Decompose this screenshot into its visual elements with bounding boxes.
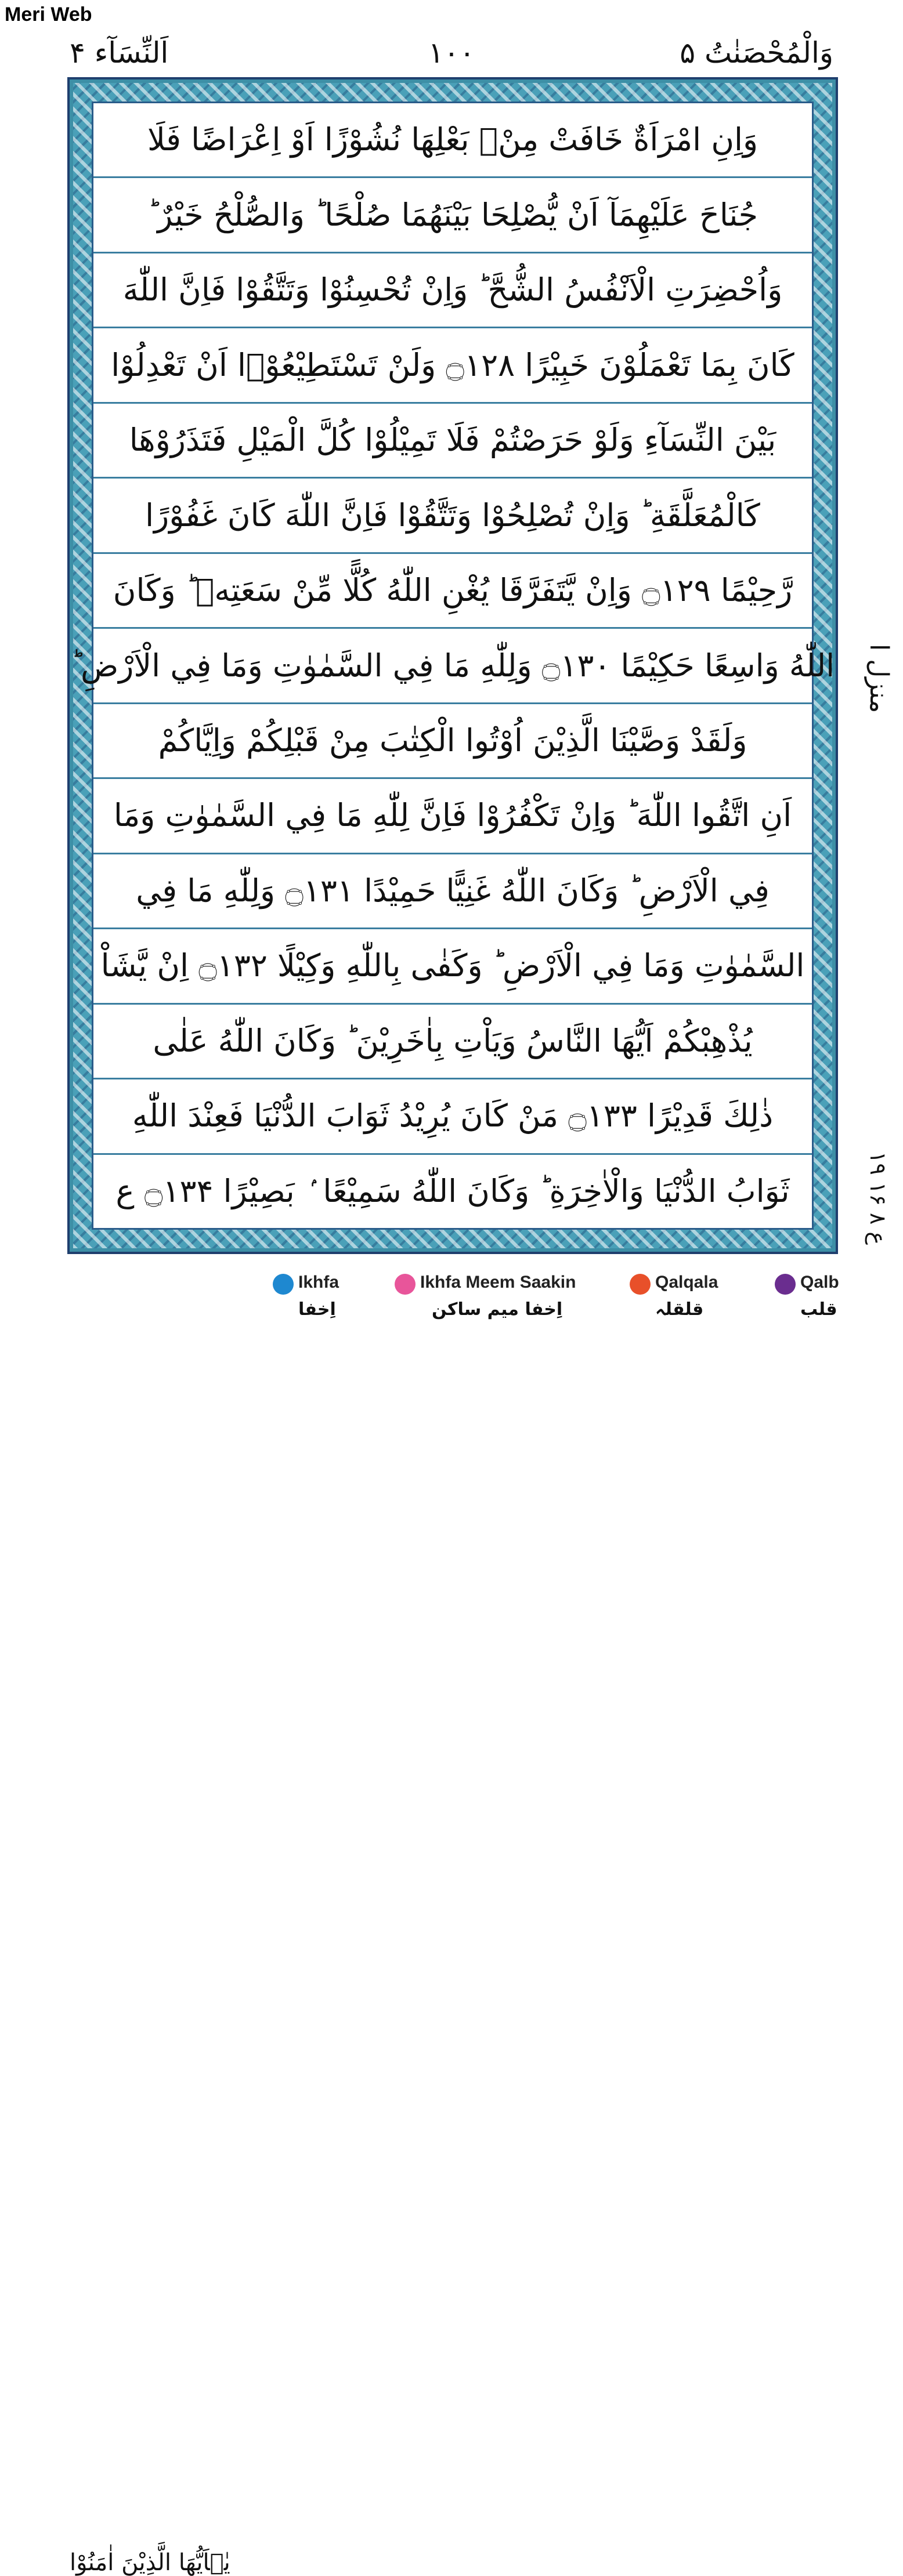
- text-area: [70, 102, 835, 1230]
- legend-item-qalqala: [630, 1270, 740, 1328]
- text-line: ذٰلِكَ قَدِيْرًا ۝۱۳۳ مَنْ كَانَ يُرِيْدُ ثَوَابَ الدُّنْيَا فَعِنْدَ اللّٰهِ: [93, 1079, 812, 1154]
- text-line: اللّٰهُ وَاسِعًا حَكِيْمًا ۝۱۳۰ وَلِلّٰهِ مَا فِي السَّمٰوٰتِ وَمَا فِي الْاَرْضِ ؕ: [93, 629, 812, 704]
- manzil-marker: منزل ا: [864, 644, 894, 713]
- legend-item-qalb: [775, 1270, 862, 1328]
- legend-label-en: Ikhfa Meem Saakin: [420, 1273, 576, 1292]
- legend-label-en: Qalqala: [655, 1273, 718, 1292]
- page-number: ۱۰۰: [428, 36, 475, 70]
- legend-label-ur: قلب: [800, 1299, 837, 1320]
- surah-name: اَلنِّسَآء ۴: [70, 36, 169, 70]
- text-line: كَالْمُعَلَّقَةِ ؕ وَاِنْ تُصْلِحُوْا وَتَتَّقُوْا فَاِنَّ اللّٰهَ كَانَ غَفُوْرًا: [93, 479, 812, 553]
- page-frame: [67, 77, 838, 1254]
- text-line: كَانَ بِمَا تَعْمَلُوْنَ خَبِيْرًا ۝۱۲۸ وَلَنْ تَسْتَطِيْعُوْۤا اَنْ تَعْدِلُوْا: [93, 328, 812, 403]
- text-line: رَّحِيْمًا ۝۱۲۹ وَاِنْ يَّتَفَرَّقَا يُغْنِ اللّٰهُ كُلًّا مِّنْ سَعَتِهٖ ؕ وَكَانَ: [93, 554, 812, 629]
- ruku-marker: ۱۹ ع ۸ ۱۶: [865, 1151, 891, 1245]
- legend-label-ur: اِخفا میم ساکن: [432, 1299, 563, 1320]
- legend-item-ikhfa: [273, 1270, 389, 1328]
- legend-item-ikhfa-meem-saakin: [395, 1270, 580, 1328]
- text-line: بَيْنَ النِّسَآءِ وَلَوْ حَرَصْتُمْ فَلَا تَمِيْلُوْا كُلَّ الْمَيْلِ فَتَذَرُوْهَا: [93, 404, 812, 479]
- juz-name: وَالْمُحْصَنٰتُ ۵: [680, 36, 833, 70]
- text-line: السَّمٰوٰتِ وَمَا فِي الْاَرْضِ ؕ وَكَفٰى بِاللّٰهِ وَكِيْلًا ۝۱۳۲ اِنْ يَّشَاْ: [93, 929, 812, 1004]
- catchword: يٰۤاَيُّهَا الَّذِيْنَ اٰمَنُوْا: [70, 2549, 230, 2576]
- text-line: وَاِنِ امْرَاَةٌ خَافَتْ مِنْۢ بَعْلِهَا نُشُوْزًا اَوْ اِعْرَاضًا فَلَا: [93, 103, 812, 178]
- text-line: يُذْهِبْكُمْ اَيُّهَا النَّاسُ وَيَاْتِ بِاٰخَرِيْنَ ؕ وَكَانَ اللّٰهُ عَلٰى: [93, 1005, 812, 1079]
- qalb-dot-icon: [775, 1274, 796, 1295]
- ikhfa-meem-saakin-dot-icon: [395, 1274, 416, 1295]
- legend-label-ur: اِخفا: [298, 1299, 336, 1320]
- text-line: وَلَقَدْ وَصَّيْنَا الَّذِيْنَ اُوْتُوا الْكِتٰبَ مِنْ قَبْلِكُمْ وَاِيَّاكُمْ: [93, 704, 812, 779]
- text-line: فِي الْاَرْضِ ؕ وَكَانَ اللّٰهُ غَنِيًّا حَمِيْدًا ۝۱۳۱ وَلِلّٰهِ مَا فِي: [93, 854, 812, 929]
- legend-label-en: Qalb: [800, 1273, 839, 1292]
- text-line: جُنَاحَ عَلَيْهِمَآ اَنْ يُّصْلِحَا بَيْنَهُمَا صُلْحًا ؕ وَالصُّلْحُ خَيْرٌ ؕ: [93, 178, 812, 253]
- text-line: اَنِ اتَّقُوا اللّٰهَ ؕ وَاِنْ تَكْفُرُوْا فَاِنَّ لِلّٰهِ مَا فِي السَّمٰوٰتِ وَمَا: [93, 779, 812, 854]
- tajweed-legend: [0, 1270, 903, 2576]
- brand-label: Meri Web: [5, 3, 92, 26]
- qalqala-dot-icon: [630, 1274, 651, 1295]
- text-line: وَاُحْضِرَتِ الْاَنْفُسُ الشُّحَّ ؕ وَاِنْ تُحْسِنُوْا وَتَتَّقُوْا فَاِنَّ اللّٰهَ: [93, 253, 812, 328]
- legend-label-en: Ikhfa: [298, 1273, 339, 1292]
- ikhfa-dot-icon: [273, 1274, 294, 1295]
- legend-label-ur: قلقلہ: [655, 1299, 704, 1320]
- text-line: ثَوَابُ الدُّنْيَا وَالْاٰخِرَةِ ؕ وَكَانَ اللّٰهُ سَمِيْعًا ۢ بَصِيْرًا ۝۱۳۴ ع: [115, 1172, 790, 1209]
